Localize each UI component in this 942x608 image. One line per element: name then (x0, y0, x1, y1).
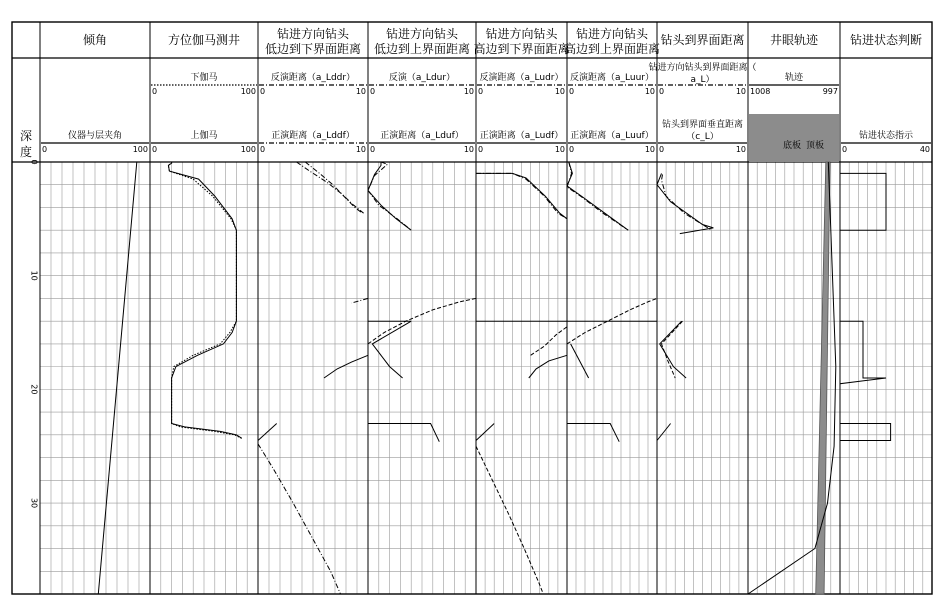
scale-max: 10 (463, 145, 474, 154)
scale-max: 10 (735, 145, 746, 154)
scale-max: 10 (463, 87, 474, 96)
curve-segment (662, 321, 683, 378)
curve-line (168, 162, 241, 438)
curve-segment (476, 446, 543, 594)
depth-tick-label: 10 (29, 270, 39, 281)
depth-label: 度 (19, 145, 33, 159)
curve-label: 钻进方向钻头到界面距离（ (648, 63, 757, 73)
curve-line (662, 175, 712, 231)
curve-segment (258, 424, 277, 441)
scale-min: 0 (659, 145, 665, 154)
track-title: 钻进方向钻头 (276, 27, 350, 41)
curve-segment (657, 424, 671, 441)
band-label-roof: 顶板 (806, 141, 825, 151)
curve-label: 反演距离（a_Lddr） (270, 73, 356, 83)
curve-label: 反演距离（a_Ludr） (479, 73, 564, 83)
track-title: 低边到下界面距离 (264, 42, 362, 56)
curve-line (297, 162, 364, 213)
depth-label: 深 (19, 129, 33, 143)
track-title: 高边到下界面距离 (473, 42, 570, 56)
curve-label: 正演距离（a_Luuf） (570, 131, 654, 141)
curve-label: 正演距离（a_Ludf） (479, 131, 564, 141)
scale-max: 40 (919, 145, 930, 154)
curve-line (98, 162, 137, 594)
scale-max: 10 (644, 145, 655, 154)
curve-label: 下伽马 (190, 73, 218, 83)
trajectory-header-band (749, 114, 839, 162)
track-title: 倾角 (82, 33, 108, 47)
scale-min: 0 (370, 87, 376, 96)
scale-max: 100 (132, 145, 148, 154)
curve-segment (567, 424, 619, 442)
scale-min: 0 (260, 145, 266, 154)
curve-label: 仪器与层夹角 (67, 131, 123, 141)
curve-label: a_L） (690, 75, 715, 85)
band-label-floor: 底板 (782, 141, 801, 151)
scale-min: 0 (42, 145, 48, 154)
scale-min: 0 (370, 145, 376, 154)
track-title: 钻进方向钻头 (385, 27, 459, 41)
curve-line (840, 162, 891, 594)
curve-label: 正演距离（a_Lddf） (271, 131, 355, 141)
scale-max: 10 (554, 87, 565, 96)
scale-max: 10 (355, 145, 366, 154)
curve-segment (571, 344, 589, 378)
scale-max: 10 (554, 145, 565, 154)
track-title: 钻进状态判断 (849, 33, 923, 47)
scale-min: 1008 (750, 87, 771, 96)
curve-label: （c_L） (686, 132, 719, 142)
track-title: 钻头到界面距离 (660, 33, 745, 47)
scale-min: 0 (659, 87, 665, 96)
curve-label: 上伽马 (190, 131, 218, 141)
depth-tick-label: 20 (29, 384, 39, 395)
formation-band (816, 162, 830, 594)
curve-label: 轨迹 (784, 73, 804, 83)
track-title: 高边到上界面距离 (563, 42, 661, 56)
curve-line (657, 173, 713, 233)
curve-label: 反演距离（a_Luur） (570, 73, 654, 83)
curve-label: 钻进状态指示 (858, 131, 914, 141)
scale-max: 10 (735, 87, 746, 96)
scale-min: 0 (569, 145, 575, 154)
scale-max: 100 (240, 87, 256, 96)
curve-label: 反演（a_Ldur） (388, 73, 456, 83)
track-title: 钻进方向钻头 (575, 27, 649, 41)
track-title: 方位伽马测井 (167, 33, 241, 47)
scale-max: 100 (240, 145, 256, 154)
track-9 (840, 143, 931, 594)
grid (40, 162, 932, 594)
scale-min: 0 (260, 87, 266, 96)
scale-max: 997 (822, 87, 838, 96)
scale-min: 0 (152, 145, 158, 154)
scale-max: 10 (355, 87, 366, 96)
curve-label: 钻头到界面垂直距离 (661, 120, 744, 130)
track-title: 低边到上界面距离 (373, 42, 471, 56)
scale-min: 0 (478, 145, 484, 154)
curve-line (168, 162, 241, 438)
curve-segment (352, 298, 369, 303)
curve-label: 正演距离（a_Lduf） (380, 131, 464, 141)
curve-segment (372, 321, 411, 378)
depth-tick-label: 0 (29, 159, 39, 165)
scale-min: 0 (569, 87, 575, 96)
scale-max: 10 (644, 87, 655, 96)
scale-min: 0 (478, 87, 484, 96)
scale-min: 0 (152, 87, 158, 96)
scale-min: 0 (842, 145, 848, 154)
track-title: 井眼轨迹 (769, 33, 819, 47)
depth-tick-label: 30 (29, 497, 39, 509)
track-title: 钻进方向钻头 (485, 27, 558, 41)
track-8 (748, 85, 839, 594)
